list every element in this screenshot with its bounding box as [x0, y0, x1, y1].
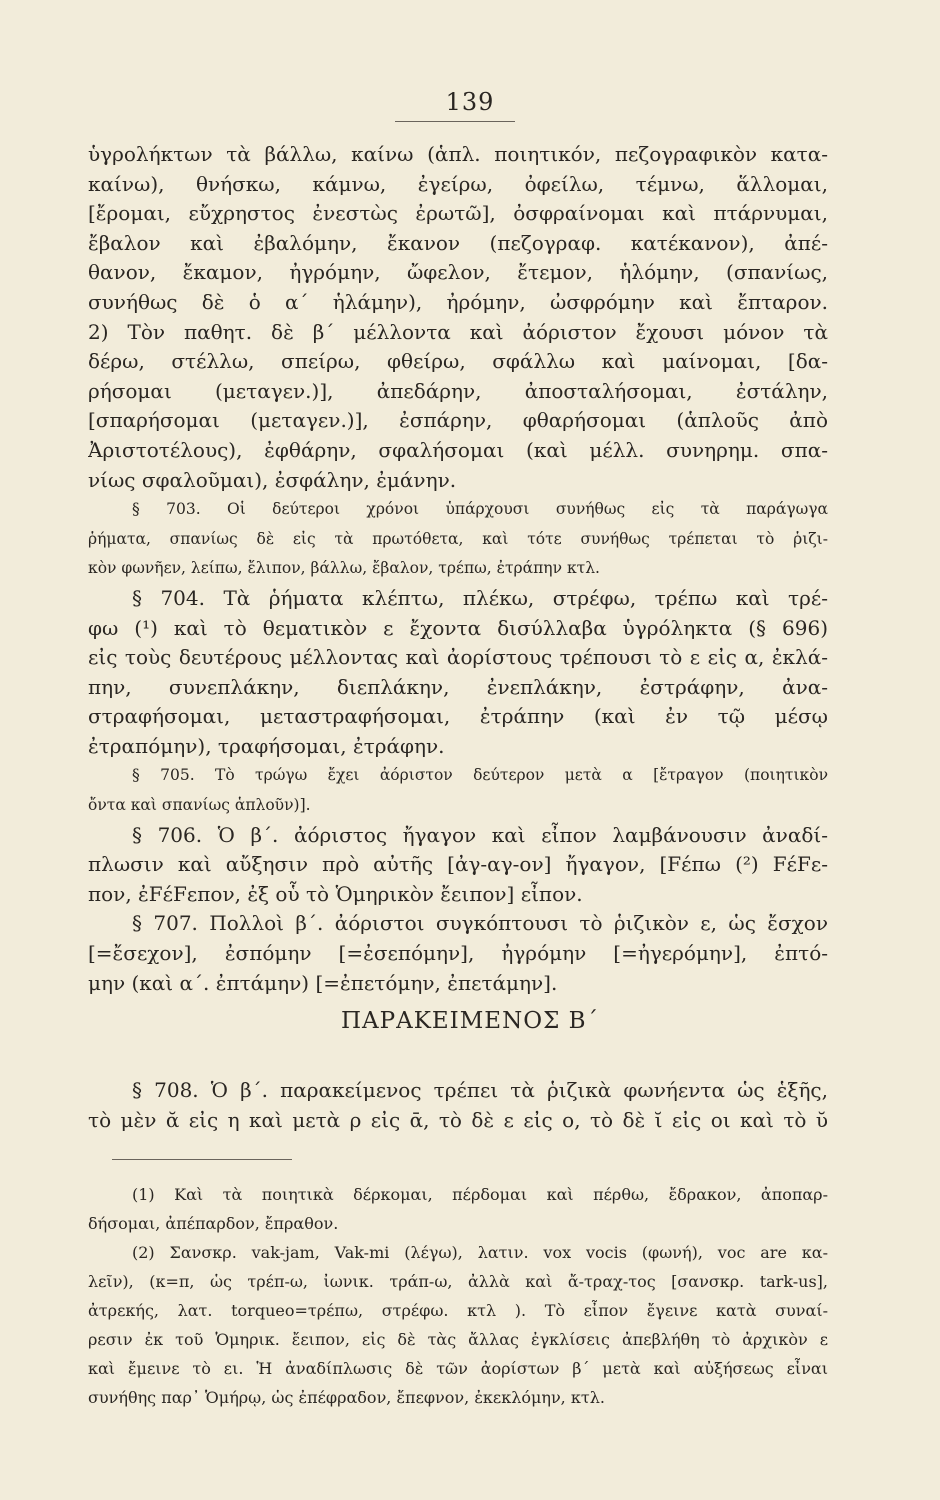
page-number: 139	[445, 88, 495, 116]
text-line: [=ἔσεχον], ἐσπόμην [=ἐσεπόμην], ἠγρόμην [=ἠγερόμην], ἐπτό-	[88, 941, 828, 966]
text-line: μην (καὶ α΄. ἐπτάμην) [=ἐπετόμην, ἐπετάμην].	[88, 970, 558, 995]
footnote-line: συνήθης παρ᾽ Ὁμήρῳ, ὡς ἐπέφραδον, ἔπεφνον, ἐκεκλόμην, κτλ.	[88, 1388, 605, 1407]
footnote-2: (2) Σανσκρ. vak-jam, Vak-mi (λέγω), λατιν. vox vocis (φωνή), voc are κα-	[132, 1243, 828, 1262]
text-line: [ἔρομαι, εὔχρηστος ἐνεστὼς ἐρωτῶ], ὀσφραίνομαι καὶ πτάρνυμαι,	[88, 201, 828, 226]
text-line: πον, ἐFέFεπον, ἐξ οὗ τὸ Ὁμηρικὸν ἔειπον] εἶπον.	[88, 881, 583, 906]
page-number-rule	[395, 121, 515, 122]
text-line: εἰς τοὺς δευτέρους μέλλοντας καὶ ἀορίστους τρέπουσι τὸ ε εἰς α, ἐκλά-	[88, 645, 828, 670]
section-707: § 707. Πολλοὶ β΄. ἀόριστοι συγκόπτουσι τὸ ῥιζικὸν ε, ὡς ἔσχον	[132, 911, 828, 936]
text-line: ὄντα καὶ σπανίως ἁπλοῦν)].	[88, 796, 311, 815]
text-line: ἐτραπόμην), τραφήσομαι, ἐτράφην.	[88, 733, 445, 758]
section-704: § 704. Τὰ ῥήματα κλέπτω, πλέκω, στρέφω, τρέπω καὶ τρέ-	[132, 585, 828, 610]
footnote-line: λεῖν), (κ=π, ὡς τρέπ-ω, ἰωνικ. τράπ-ω, ἀλλὰ καὶ ἄ-τραχ-τος [σανσκρ. tark-us],	[88, 1272, 828, 1291]
text-line: καίνω), θνήσκω, κάμνω, ἐγείρω, ὀφείλω, τέμνω, ἅλλομαι,	[88, 171, 828, 196]
text-line: φω (¹) καὶ τὸ θεματικὸν ε ἔχοντα δισύλλαβα ὑγρόληκτα (§ 696)	[88, 615, 828, 640]
section-703: § 703. Οἱ δεύτεροι χρόνοι ὑπάρχουσι συνήθως εἰς τὰ παράγωγα	[132, 500, 828, 519]
text-line: πην, συνεπλάκην, διεπλάκην, ἐνεπλάκην, ἐστράφην, ἀνα-	[88, 674, 828, 699]
text-line: § 708. Ὁ β΄. παρακείμενος τρέπει τὰ ῥιζικὰ φωνήεντα ὡς ἑξῆς,	[132, 1078, 828, 1102]
section-706: § 706. Ὁ β΄. ἀόριστος ἤγαγον καὶ εἶπον λαμβάνουσιν ἀναδί-	[132, 822, 828, 847]
footnote-rule	[112, 1159, 292, 1160]
main-text	[88, 140, 828, 998]
text-line: ῥήματα, σπανίως δὲ εἰς τὰ πρωτόθετα, καὶ τότε συνήθως τρέπεται τὸ ῥιζι-	[88, 529, 828, 548]
text-line: 2) Τὸν παθητ. δὲ β΄ μέλλοντα καὶ ἀόριστον ἔχουσι μόνον τὰ	[88, 319, 828, 344]
section-705: § 705. Τὸ τρώγω ἔχει ἀόριστον δεύτερον μετὰ α [ἔτραγον (ποιητικὸν	[132, 766, 828, 785]
text-line: ἔβαλον καὶ ἐβαλόμην, ἔκανον (πεζογραφ. κατέκανον), ἀπέ-	[88, 230, 828, 255]
text-line: δέρω, στέλλω, σπείρω, φθείρω, σφάλλω καὶ μαίνομαι, [δα-	[88, 349, 828, 374]
text-line: πλωσιν καὶ αὔξησιν πρὸ αὐτῆς [ἀγ-αγ-ον] ἤγαγον, [Fέπω (²) FέFε-	[88, 852, 828, 877]
text-line: κὸν φωνῆεν, λείπω, ἔλιπον, βάλλω, ἔβαλον, τρέπω, ἐτράπην κτλ.	[88, 559, 600, 578]
text-line: Ἀριστοτέλους), ἐφθάρην, σφαλήσομαι (καὶ μέλλ. συνηρημ. σπα-	[88, 437, 828, 462]
text-line: συνήθως δὲ ὁ α΄ ἡλάμην), ἠρόμην, ὠσφρόμην καὶ ἔπταρον.	[88, 289, 828, 314]
footnote-line: ἀτρεκής, λατ. torqueo=τρέπω, στρέφω. κτλ ). Τὸ εἶπον ἔγεινε κατὰ συναί-	[88, 1301, 828, 1320]
text-line: τὸ μὲν ᾰ εἰς η καὶ μετὰ ρ εἰς ᾱ, τὸ δὲ ε εἰς ο, τὸ δὲ ῐ εἰς οι καὶ τὸ ῠ	[88, 1107, 828, 1132]
footnotes	[88, 1180, 828, 1412]
text-line: θανον, ἔκαμον, ἠγρόμην, ὤφελον, ἔτεμον, ἡλόμην, (σπανίως,	[88, 260, 828, 285]
text-line: ὑγρολήκτων τὰ βάλλω, καίνω (ἁπλ. ποιητικόν, πεζογραφικὸν κατα-	[88, 142, 828, 166]
footnote-line: καὶ ἔμεινε τὸ ει. Ἡ ἀναδίπλωσις δὲ τῶν ἀορίστων β΄ μετὰ καὶ αὐξήσεως εἶναι	[88, 1359, 828, 1378]
text-line: [σπαρήσομαι (μεταγεν.)], ἐσπάρην, φθαρήσομαι (ἁπλοῦς ἀπὸ	[88, 408, 828, 433]
footnote-1: (1) Καὶ τὰ ποιητικὰ δέρκομαι, πέρδομαι καὶ πέρθω, ἔδρακον, ἀποπαρ-	[132, 1185, 828, 1204]
text-line: ρήσομαι (μεταγεν.)], ἀπεδάρην, ἀποσταλήσομαι, ἐστάλην,	[88, 378, 828, 403]
section-708	[88, 1076, 828, 1135]
footnote-line: δήσομαι, ἀπέπαρδον, ἔπραθον.	[88, 1214, 339, 1233]
text-line: νίως σφαλοῦμαι), ἐσφάλην, ἐμάνην.	[88, 467, 457, 492]
section-heading: ΠΑΡΑΚΕΙΜΕΝΟΣ Β΄	[340, 1008, 600, 1034]
text-line: στραφήσομαι, μεταστραφήσομαι, ἐτράπην (καὶ ἐν τῷ μέσῳ	[88, 704, 828, 729]
footnote-line: ρεσιν ἐκ τοῦ Ὁμηρικ. ἔειπον, εἰς δὲ τὰς ἄλλας ἐγκλίσεις ἀπεβλήθη τὸ ἀρχικὸν ε	[88, 1330, 828, 1349]
